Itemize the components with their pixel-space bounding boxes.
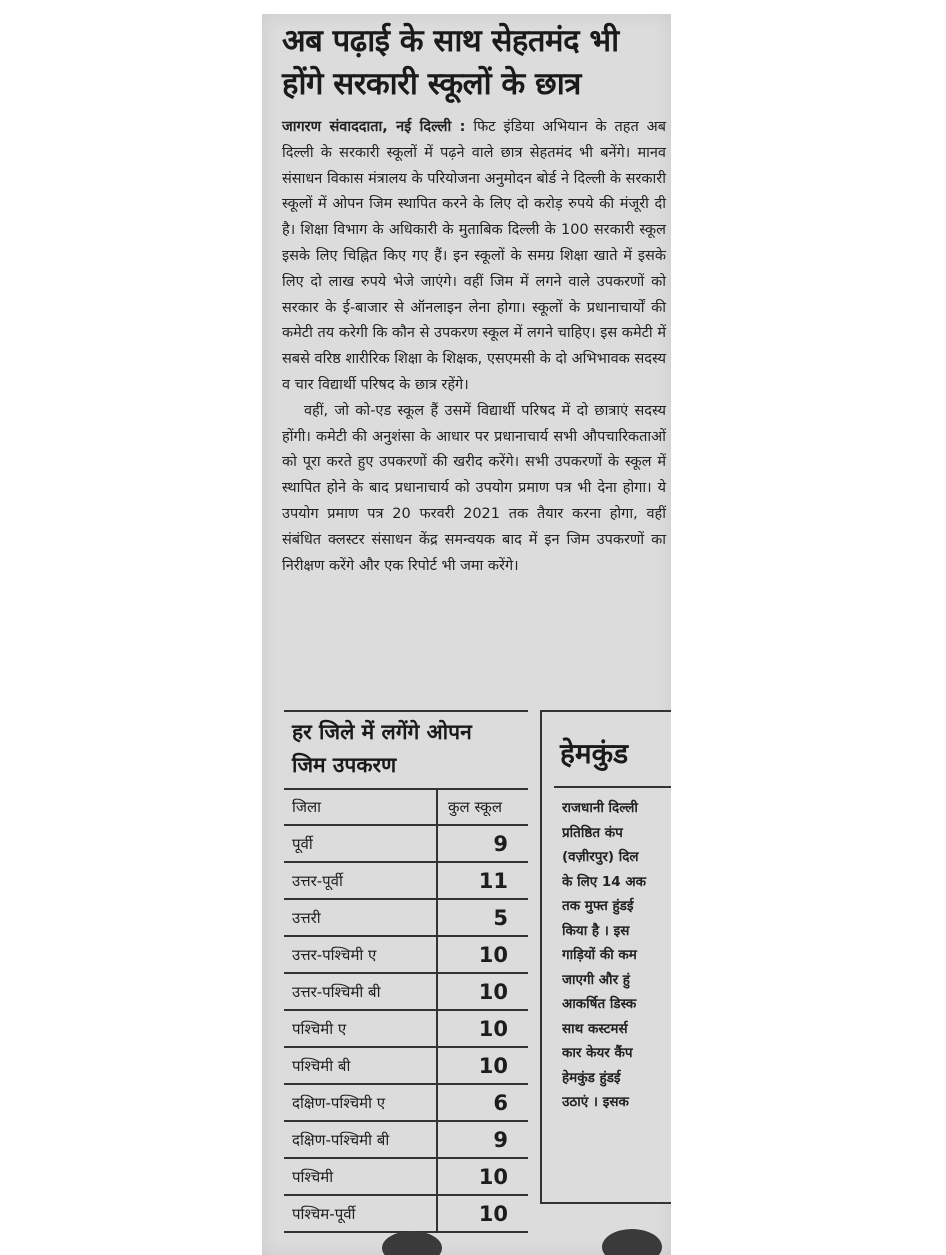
article-body [282,115,666,579]
table-row [284,1121,528,1158]
district-cell: पश्चिम-पूर्वी [284,1195,437,1232]
count-cell: 11 [437,862,528,899]
table-row [284,899,528,936]
table-row [284,973,528,1010]
table-row [284,1010,528,1047]
newspaper-clipping [262,14,671,1255]
bottom-edge-print-blob-1 [382,1231,442,1255]
headline [282,20,671,106]
ad-divider [554,786,671,788]
table-row [284,936,528,973]
count-cell: 10 [437,973,528,1010]
ad-line: साथ कस्टमर्स [562,1020,628,1037]
table-row [284,825,528,862]
district-cell: उत्तर-पश्चिमी बी [284,973,437,1010]
count-cell: 9 [437,1121,528,1158]
ad-line: उठाएं । इसक [562,1094,629,1110]
district-cell: पश्चिमी ए [284,1010,437,1047]
count-cell: 10 [437,1010,528,1047]
table-row [284,1047,528,1084]
count-cell: 6 [437,1084,528,1121]
ad-line: प्रतिष्ठित कंप [562,824,623,841]
table-row [284,862,528,899]
district-cell: दक्षिण-पश्चिमी बी [284,1121,437,1158]
ad-line: तक मुफ्त हुंडई [562,898,634,914]
article-paragraph-1 [282,115,666,399]
ad-line: गाड़ियों की कम [562,947,637,963]
district-cell: उत्तर-पूर्वी [284,862,437,899]
table-title-line-2: जिम उपकरण [292,753,397,777]
dateline: जागरण संवाददाता, नई दिल्ली : [282,119,466,135]
headline-line-2: होंगे सरकारी स्कूलों के छात्र [282,66,581,102]
ad-line: हेमकुंड हुंडई [562,1069,621,1086]
ad-line: आकर्षित डिस्क [562,996,637,1012]
table-row [284,1195,528,1232]
table-row [284,1084,528,1121]
table-row [284,1158,528,1195]
district-cell: उत्तरी [284,899,437,936]
ad-line: के लिए 14 अक [562,873,647,890]
headline-line-1: अब पढ़ाई के साथ सेहतमंद भी [282,23,619,59]
district-cell: पूर्वी [284,825,437,862]
district-cell: पश्चिमी [284,1158,437,1195]
district-table-box [284,710,528,1233]
table-title [284,712,528,788]
count-cell: 10 [437,1158,528,1195]
count-cell: 10 [437,936,528,973]
ad-line: (वज़ीरपुर) दिल [562,849,639,865]
district-table [284,788,528,1233]
ad-line: कार केयर कैंप [562,1045,633,1061]
table-header-row [284,789,528,825]
table-title-line-1: हर जिले में लगेंगे ओपन [292,720,472,744]
column-header-district: जिला [284,789,437,825]
ad-line: राजधानी दिल्ली [562,800,638,816]
column-header-schools: कुल स्कूल [437,789,528,825]
ad-line: जाएगी और हुं [562,971,630,988]
article-paragraph-1-text: फिट इंडिया अभियान के तहत अब दिल्ली के सरकारी स्कूलों में पढ़ने वाले छात्र सेहतमंद भी बनेंगे। मानव संसाधन विकास मंत्रालय के परियोजना अनुमोदन बोर्ड ने दिल्ली के सरकारी स्कूलों में ओपन जिम स्थापित करने के लिए दो करोड़ रुपये की मंजूरी दी है। शिक्षा विभाग के अधिकारी के मुताबिक दिल्ली के 100 सरकारी स्कूल इसके लिए चिह्नित किए गए हैं। इन स्कूलों के समग्र शिक्षा खाते में इसके लिए दो लाख रुपये भेजे जाएंगे। वहीं जिम में लगने वाले उपकरणों को सरकार के ई-बाजार से ऑनलाइन लेना होगा। स्कूलों के प्रधानाचार्यों की कमेटी तय करेगी कि कौन से उपकरण स्कूल में लगने चाहिए। इस कमेटी में सबसे वरिष्ठ शारीरिक शिक्षा के शिक्षक, एसएमसी के दो अभिभावक सदस्य व चार विद्यार्थी परिषद के छात्र रहेंगे। [282,119,667,393]
bottom-edge-print-blob-2 [602,1229,662,1255]
district-cell: उत्तर-पश्चिमी ए [284,936,437,973]
adjacent-ad-box [540,710,671,1204]
ad-title: हेमकुंड [560,737,629,770]
count-cell: 5 [437,899,528,936]
count-cell: 10 [437,1195,528,1232]
count-cell: 9 [437,825,528,862]
district-cell: दक्षिण-पश्चिमी ए [284,1084,437,1121]
ad-text [562,796,671,1115]
ad-line: किया है । इस [562,922,630,939]
count-cell: 10 [437,1047,528,1084]
district-cell: पश्चिमी बी [284,1047,437,1084]
article-paragraph-2: वहीं, जो को-एड स्कूल हैं उसमें विद्यार्थी परिषद में दो छात्राएं सदस्य होंगी। कमेटी की अनुशंसा के आधार पर प्रधानाचार्य सभी औपचारिकताओं को पूरा करते हुए उपकरणों की खरीद करेंगे। सभी उपकरणों के स्कूल में स्थापित होने के बाद प्रधानाचार्य को उपयोग प्रमाण पत्र भी देना होगा। ये उपयोग प्रमाण पत्र 20 फरवरी 2021 तक तैयार करना होगा, वहीं संबंधित क्लस्टर संसाधन केंद्र समन्वयक बाद में इन जिम उपकरणों का निरीक्षण करेंगे और एक रिपोर्ट भी जमा करेंगे। [282,402,666,574]
